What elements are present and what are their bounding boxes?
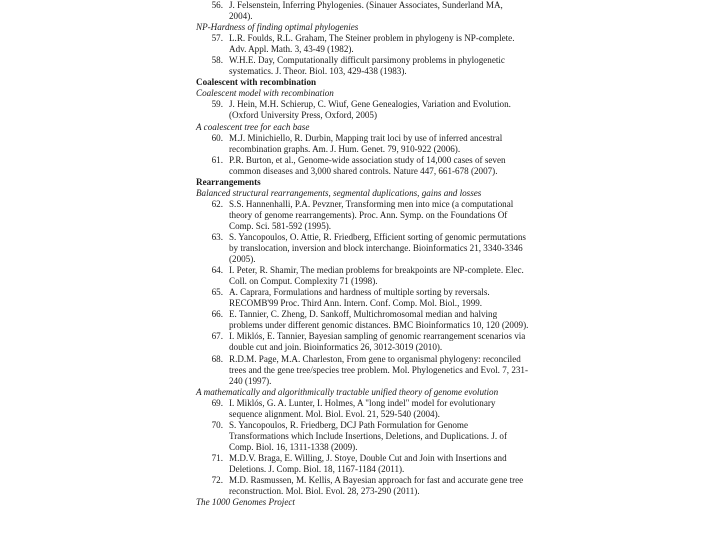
reference-continuation: recombination graphs. Am. J. Hum. Genet. 79, 910-922 (2006). (229, 143, 461, 154)
reference-text: J. Felsenstein, Inferring Phylogenies. (Sinauer Associates, Sunderland MA, (229, 0, 503, 10)
reference-continuation: Comp. Sci. 581-592 (1995). (229, 220, 332, 231)
reference-entry (193, 0, 533, 11)
reference-number: 61. (211, 154, 223, 165)
reference-entry (193, 133, 533, 144)
reference-continuation: sequence alignment. Mol. Biol. Evol. 21, 529-540 (2004). (229, 408, 440, 419)
reference-text: A. Caprara, Formulations and hardness of multiple sorting by reversals. (229, 287, 490, 298)
reference-continuation: problems under different genomic distances. BMC Bioinformatics 10, 120 (2009). (229, 320, 529, 331)
reference-entry (193, 199, 533, 210)
reference-text: L.R. Foulds, R.L. Graham, The Steiner problem in phylogeny is NP-complete. (229, 33, 515, 44)
reference-continuation: Adv. Appl. Math. 3, 43-49 (1982). (229, 44, 354, 55)
subsection-heading: A coalescent tree for each base (196, 121, 310, 132)
reference-continuation: Transformations which Include Insertions, Deletions, and Duplications. J. of (229, 430, 507, 441)
reference-entry (193, 287, 533, 298)
reference-text: M.J. Minichiello, R. Durbin, Mapping trait loci by use of inferred ancestral (229, 132, 503, 143)
reference-number: 70. (211, 419, 223, 430)
reference-number: 71. (211, 452, 223, 463)
reference-number: 72. (211, 475, 223, 486)
reference-continuation: double cut and join. Bioinformatics 26, 3012-3019 (2010). (229, 342, 443, 353)
reference-number: 60. (211, 132, 223, 143)
reference-continuation: Comp. Biol. 16, 1311-1338 (2009). (229, 441, 358, 452)
subsection-heading: The 1000 Genomes Project (196, 497, 295, 508)
reference-continuation: (2005). (229, 254, 256, 265)
reference-continuation: 2004). (229, 11, 253, 22)
reference-text: R.D.M. Page, M.A. Charleston, From gene to organismal phylogeny: reconciled (229, 353, 521, 364)
reference-number: 63. (211, 231, 223, 242)
reference-continuation: reconstruction. Mol. Biol. Evol. 28, 273-290 (2011). (229, 486, 420, 497)
reference-number: 58. (211, 55, 223, 66)
reference-continuation: trees and the gene tree/species tree problem. Mol. Phylogenetics and Evol. 7, 231- (229, 364, 528, 375)
reference-entry (193, 55, 533, 66)
reference-continuation: theory of genome rearrangements). Proc. Ann. Symp. on the Foundations Of (229, 209, 508, 220)
reference-text: S. Yancopoulos, O. Attie, R. Friedberg, Efficient sorting of genomic permutations (229, 231, 526, 242)
reference-number: 65. (211, 287, 223, 298)
reference-entry (193, 309, 533, 320)
reference-text: I. Miklós, E. Tannier, Bayesian sampling of genomic rearrangement scenarios via (229, 331, 526, 342)
reference-continuation: 240 (1997). (229, 375, 272, 386)
reference-text: P.R. Burton, et al., Genome-wide association study of 14,000 cases of seven (229, 154, 506, 165)
reference-number: 67. (211, 331, 223, 342)
reference-continuation: Deletions. J. Comp. Biol. 18, 1167-1184 (2011). (229, 463, 405, 474)
reference-entry (193, 475, 533, 486)
reference-continuation: RECOMB'99 Proc. Third Ann. Intern. Conf. Comp. Mol. Biol., 1999. (229, 298, 483, 309)
reference-entry (193, 33, 533, 44)
reference-number: 66. (211, 309, 223, 320)
reference-continuation: by translocation, inversion and block interchange. Bioinformatics 21, 3340-3346 (229, 243, 523, 254)
reference-entry (193, 155, 533, 166)
reference-number: 69. (211, 397, 223, 408)
reference-list (193, 0, 533, 508)
reference-entry (193, 398, 533, 409)
reference-text: I. Miklós, G. A. Lunter, I. Holmes, A "long indel" model for evolutionary (229, 397, 496, 408)
reference-number: 64. (211, 265, 223, 276)
reference-number: 68. (211, 353, 223, 364)
reference-continuation: (Oxford University Press, Oxford, 2005) (229, 110, 378, 121)
subsection-heading: A mathematically and algorithmically tractable unified theory of genome evolution (196, 386, 499, 397)
reference-text: M.D. Rasmussen, M. Kellis, A Bayesian approach for fast and accurate gene tree (229, 475, 524, 486)
reference-entry (193, 354, 533, 365)
section-heading: Rearrangements (196, 176, 261, 187)
reference-entry (193, 453, 533, 464)
reference-continuation: Coll. on Comput. Complexity 71 (1998). (229, 276, 378, 287)
reference-text: S.S. Hannenhalli, P.A. Pevzner, Transforming men into mice (a computational (229, 198, 514, 209)
reference-text: E. Tannier, C. Zheng, D. Sankoff, Multichromosomal median and halving (229, 309, 498, 320)
reference-text: S. Yancopoulos, R. Friedberg, DCJ Path Formulation for Genome (229, 419, 469, 430)
reference-number: 57. (211, 33, 223, 44)
reference-number: 59. (211, 99, 223, 110)
reference-entry (193, 99, 533, 110)
reference-text: W.H.E. Day, Computationally difficult parsimony problems in phylogenetic (229, 55, 505, 66)
reference-text: M.D.V. Braga, E. Willing, J. Stoye, Double Cut and Join with Insertions and (229, 452, 507, 463)
reference-entry (193, 265, 533, 276)
subsection-heading: Balanced structural rearrangements, segmental duplications, gains and losses (196, 187, 482, 198)
reference-number: 56. (211, 0, 223, 10)
reference-continuation: systematics. J. Theor. Biol. 103, 429-438 (1983). (229, 66, 407, 77)
reference-text: I. Peter, R. Shamir, The median problems for breakpoints are NP-complete. Elec. (229, 265, 524, 276)
reference-text: J. Hein, M.H. Schierup, C. Wiuf, Gene Genealogies, Variation and Evolution. (229, 99, 511, 110)
subsection-heading: NP-Hardness of finding optimal phylogenies (196, 22, 359, 33)
reference-number: 62. (211, 198, 223, 209)
reference-entry (193, 420, 533, 431)
reference-continuation: common diseases and 3,000 shared controls. Nature 447, 661-678 (2007). (229, 165, 498, 176)
reference-entry (193, 232, 533, 243)
section-heading: Coalescent with recombination (196, 77, 317, 88)
subsection-heading: Coalescent model with recombination (196, 88, 334, 99)
reference-entry (193, 331, 533, 342)
